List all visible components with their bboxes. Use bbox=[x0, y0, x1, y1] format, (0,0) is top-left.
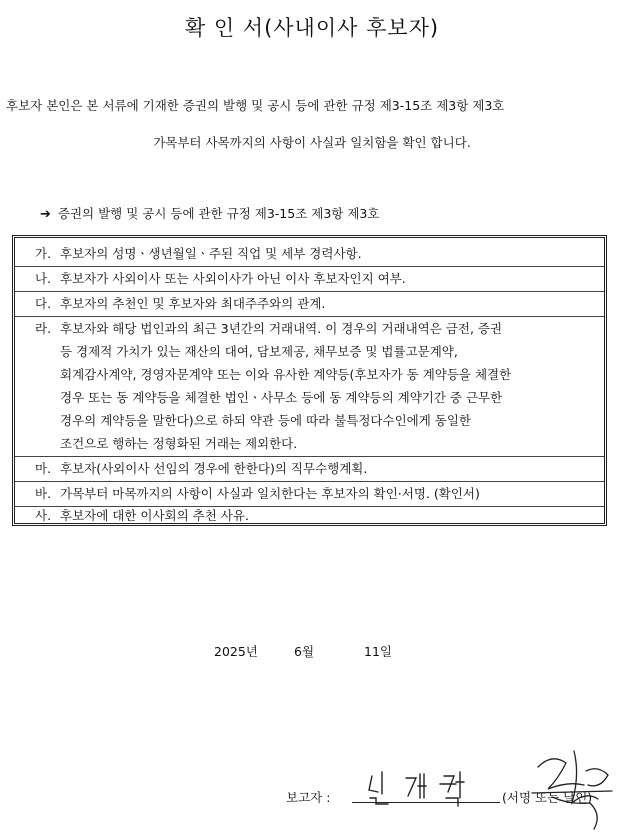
list-item bbox=[35, 504, 249, 527]
list-item bbox=[35, 482, 480, 505]
item-marker: 사. bbox=[35, 508, 52, 523]
checklist-box bbox=[12, 235, 607, 526]
item-text: 후보자에 대한 이사회의 추천 사유. bbox=[60, 508, 249, 523]
handwritten-signature-name bbox=[366, 768, 476, 808]
reporter-label: 보고자 : bbox=[286, 790, 331, 805]
item-text: 가목부터 마목까지의 사항이 사실과 일치한다는 후보자의 확인·서명. (확인서) bbox=[60, 486, 480, 501]
item-marker: 나. bbox=[35, 271, 52, 286]
date-month: 6월 bbox=[294, 644, 315, 659]
intro-line-1: 후보자 본인은 본 서류에 기재한 증권의 발행 및 공시 등에 관한 규정 제3-15조 제3항 제3호 bbox=[6, 98, 505, 113]
item-marker: 바. bbox=[35, 486, 52, 501]
handwritten-signature-mark bbox=[528, 745, 618, 835]
date-year: 2025년 bbox=[214, 644, 258, 659]
item-marker: 마. bbox=[35, 461, 52, 476]
list-item bbox=[35, 242, 362, 265]
regulation-reference-text: 증권의 발행 및 공시 등에 관한 규정 제3-15조 제3항 제3호 bbox=[57, 206, 380, 221]
item-text-continued: 회계감사계약, 경영자문계약 또는 이와 유사한 계약등(후보자가 동 계약등을 체결한 bbox=[60, 367, 512, 382]
intro-line-2: 가목부터 사목까지의 사항이 사실과 일치함을 확인 합니다. bbox=[153, 135, 471, 150]
document-title: 확 인 서(사내이사 후보자) bbox=[184, 16, 440, 40]
item-marker: 다. bbox=[35, 296, 52, 311]
item-text: 후보자가 사외이사 또는 사외이사가 아닌 이사 후보자인지 여부. bbox=[60, 271, 406, 286]
item-text-continued: 경우의 계약등을 말한다)으로 하되 약관 등에 따라 불특정다수인에게 동일한 bbox=[60, 413, 471, 428]
item-text: 후보자의 추천인 및 후보자와 최대주주와의 관계. bbox=[60, 296, 326, 311]
list-item bbox=[35, 457, 367, 480]
date-day: 11일 bbox=[364, 644, 392, 659]
seal-label: (서명 또는 날인) bbox=[502, 790, 593, 805]
list-item bbox=[35, 267, 406, 290]
item-text: 후보자의 성명ㆍ생년월일ㆍ주된 직업 및 세부 경력사항. bbox=[60, 246, 362, 261]
list-item bbox=[35, 292, 325, 315]
item-text-continued: 조건으로 행하는 정형화된 거래는 제외한다. bbox=[60, 436, 298, 451]
list-item bbox=[35, 317, 502, 340]
item-text: 후보자(사외이사 선임의 경우에 한한다)의 직무수행계획. bbox=[60, 461, 368, 476]
regulation-reference bbox=[40, 204, 379, 222]
item-text-continued: 경우 또는 동 계약등을 체결한 법인ㆍ사무소 등에 동 계약등의 계약기간 중 근무한 bbox=[60, 390, 503, 405]
item-marker: 가. bbox=[35, 246, 52, 261]
arrow-icon: ➔ bbox=[40, 207, 51, 222]
item-text-continued: 등 경제적 가치가 있는 재산의 대여, 담보제공, 채무보증 및 법률고문계약, bbox=[60, 344, 458, 359]
item-marker: 라. bbox=[35, 321, 52, 336]
item-text: 후보자와 해당 법인과의 최근 3년간의 거래내역. 이 경우의 거래내역은 금전, 증권 bbox=[60, 321, 503, 336]
